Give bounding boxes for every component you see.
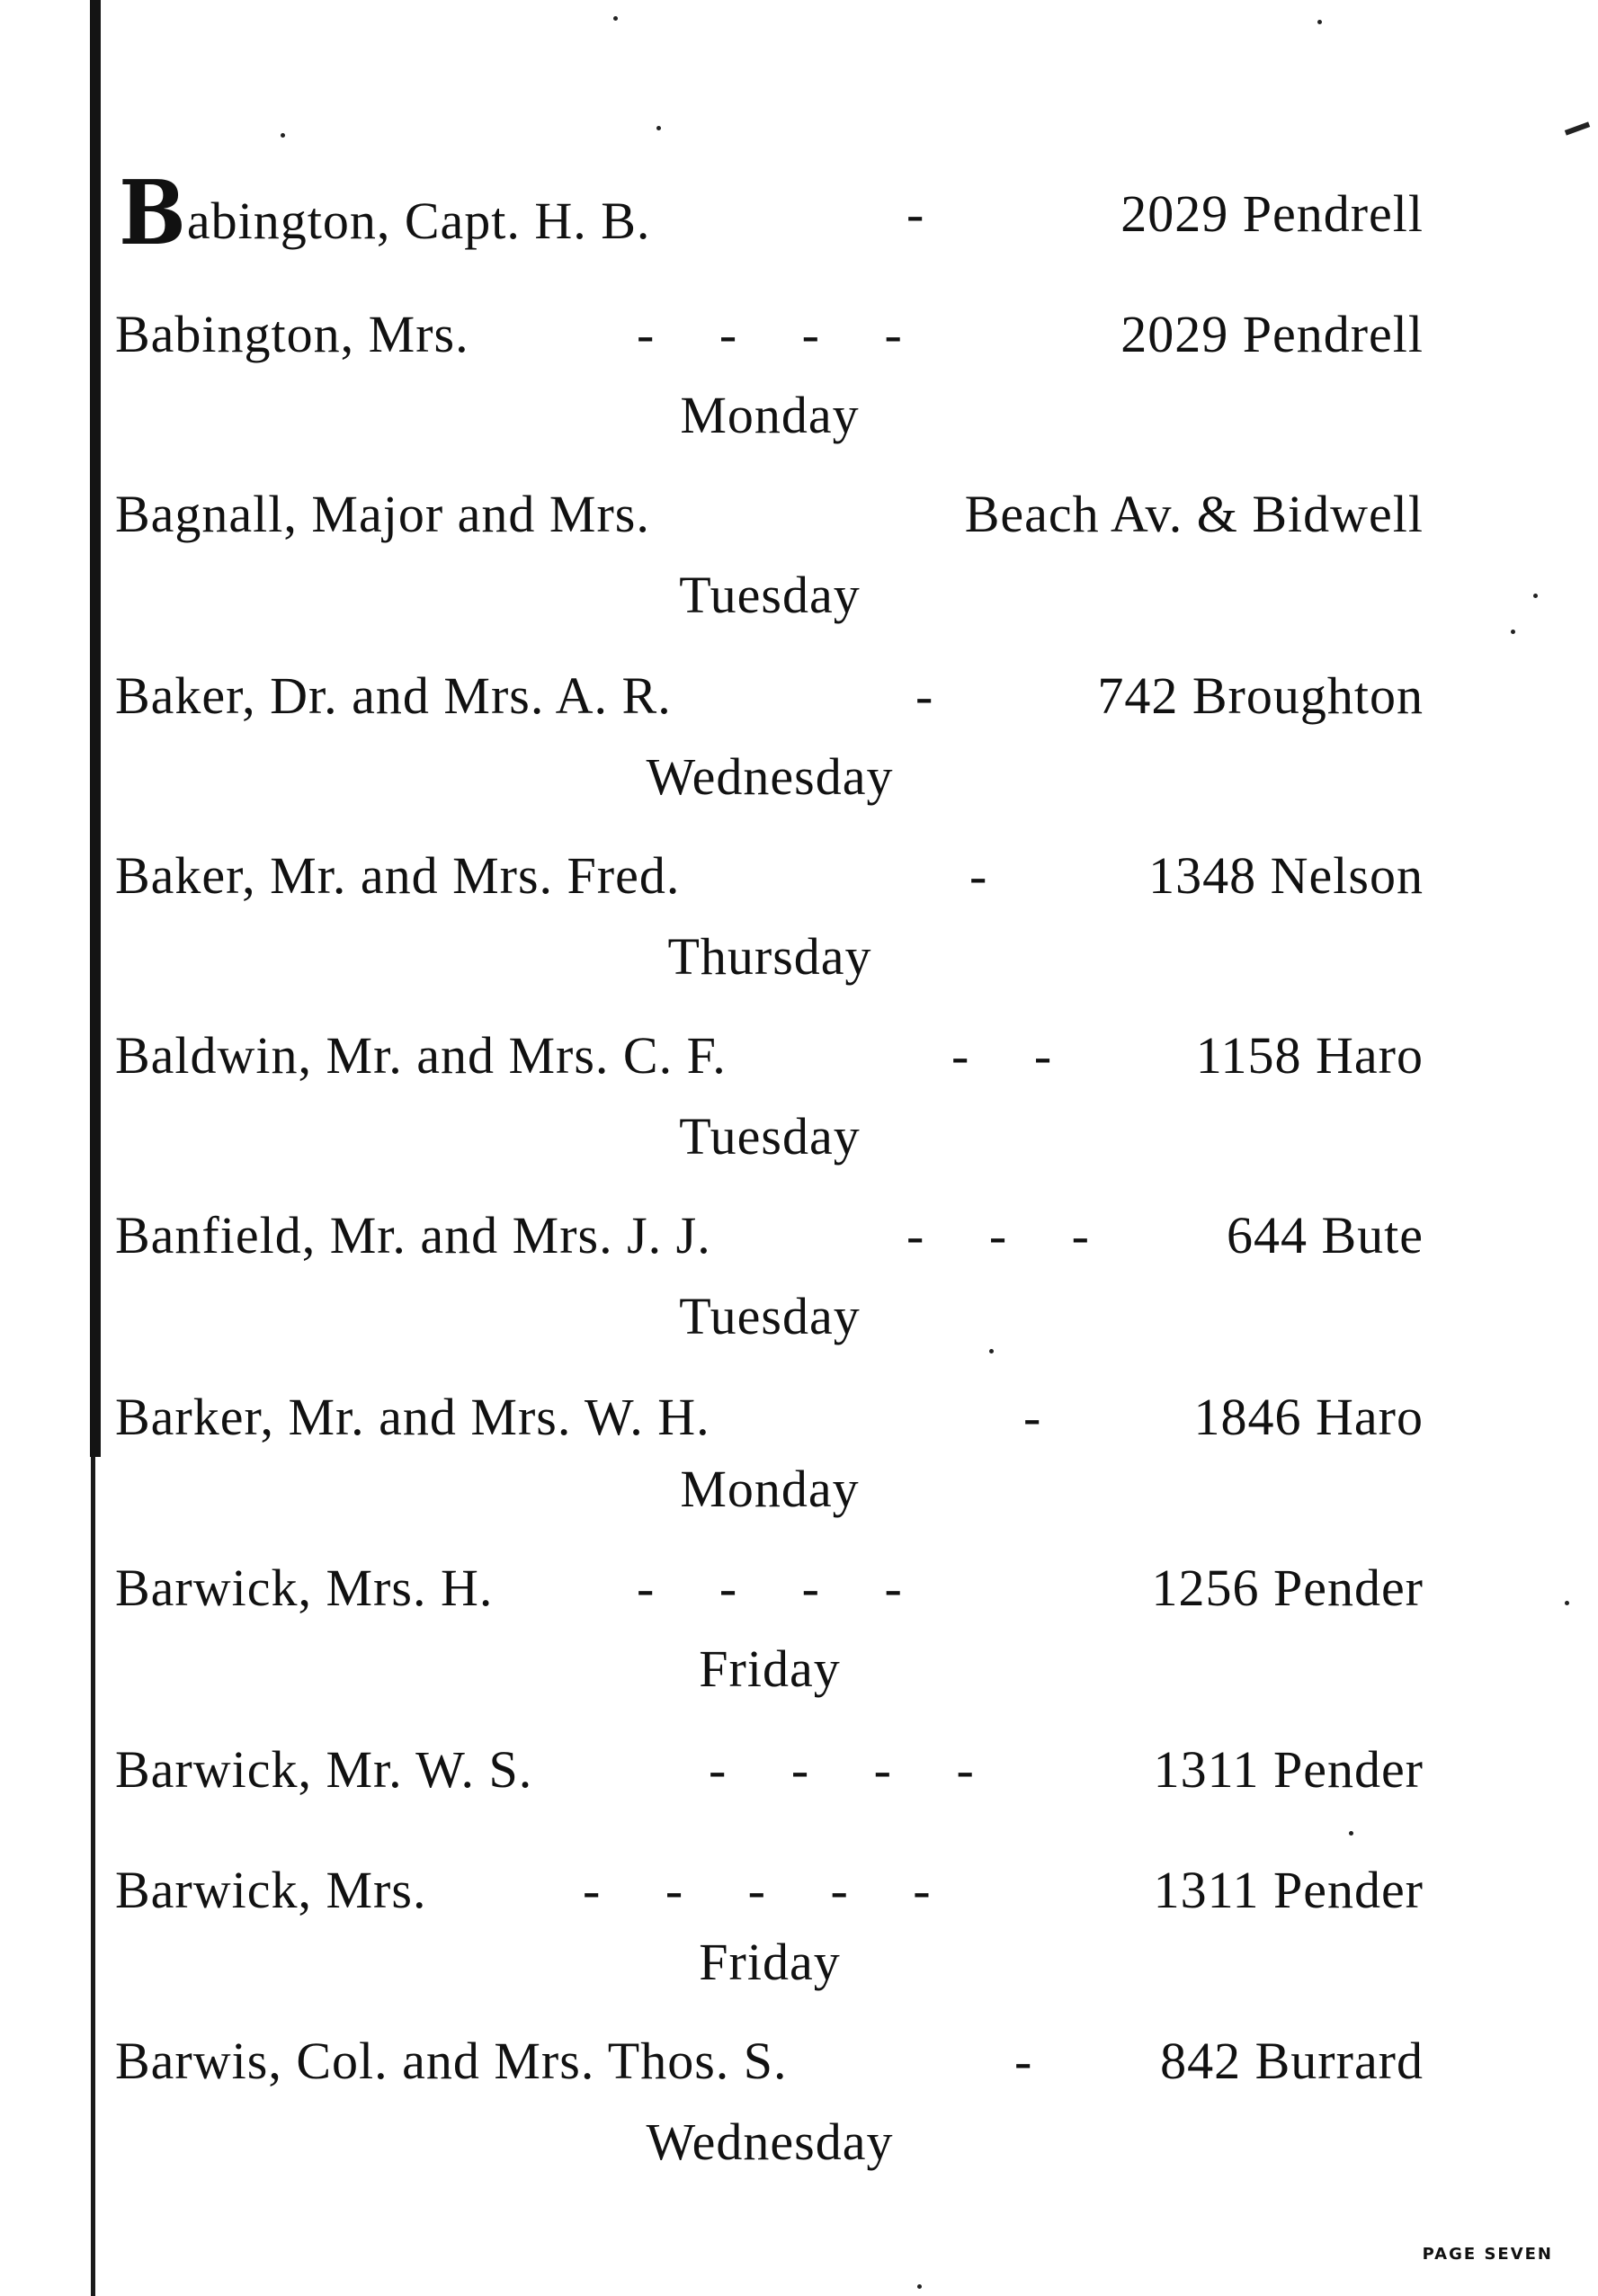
entry-name: Barker, Mr. and Mrs. W. H.: [115, 1388, 710, 1446]
entry-address: 2029 Pendrell: [1120, 305, 1424, 363]
entry-address: 1348 Nelson: [1148, 846, 1424, 905]
directory-entry: [115, 1385, 1424, 1450]
entry-leader-dashes: -: [906, 184, 924, 243]
dropcap-letter: B: [119, 162, 187, 265]
entry-name: Baker, Mr. and Mrs. Fred.: [115, 846, 681, 905]
entry-address: Beach Av. & Bidwell: [964, 485, 1424, 543]
entry-address: 842 Burrard: [1160, 2032, 1424, 2090]
scan-mark: [1565, 121, 1590, 135]
entry-name: Bagnall, Major and Mrs.: [115, 485, 650, 543]
entry-day: Friday: [699, 1933, 841, 1991]
entry-name: Barwick, Mr. W. S.: [115, 1740, 533, 1799]
entry-address: 1311 Pender: [1153, 1861, 1424, 1919]
directory-entry: [115, 1738, 1424, 1802]
entry-leader-dashes: - - -: [906, 1206, 1089, 1264]
entry-address: 644 Bute: [1226, 1206, 1424, 1264]
directory-entry: [115, 844, 1424, 908]
entry-name: Babington, Mrs.: [115, 305, 469, 363]
page-footer: PAGE SEVEN: [1422, 2245, 1553, 2264]
scan-speck: [989, 1349, 994, 1353]
entry-leader-dashes: - - - -: [637, 1559, 902, 1617]
directory-entry: [115, 1023, 1424, 1088]
entry-day: Monday: [680, 386, 860, 444]
entry-day: Wednesday: [646, 747, 894, 806]
entry-leader-dashes: -: [1014, 2032, 1032, 2090]
entry-name: Barwis, Col. and Mrs. Thos. S.: [115, 2032, 788, 2090]
scan-speck: [1317, 20, 1322, 24]
directory-entry: [115, 664, 1424, 728]
scan-speck: [1349, 1831, 1353, 1836]
entry-day: Monday: [680, 1460, 860, 1518]
directory-entry: [115, 302, 1424, 367]
entry-day: Wednesday: [646, 2113, 894, 2171]
entry-leader-dashes: -: [969, 846, 987, 905]
entry-day: Tuesday: [679, 1287, 861, 1345]
entry-name: Baldwin, Mr. and Mrs. C. F.: [115, 1026, 727, 1085]
scan-speck: [917, 2284, 922, 2289]
scan-speck: [613, 16, 618, 21]
scan-speck: [1533, 594, 1538, 598]
entry-day: Thursday: [667, 927, 872, 986]
entry-leader-dashes: - - - -: [637, 305, 902, 363]
entry-address: 742 Broughton: [1097, 666, 1424, 725]
directory-entry: [115, 482, 1424, 547]
entry-leader-dashes: - - - - -: [583, 1861, 931, 1919]
directory-entry: [115, 1858, 1424, 1923]
page-spine-rule-lower: [91, 1457, 95, 2296]
directory-entry: [115, 1556, 1424, 1621]
entry-address: 1158 Haro: [1195, 1026, 1424, 1085]
entry-name: Barwick, Mrs. H.: [115, 1559, 494, 1617]
entry-day: Tuesday: [679, 1107, 861, 1166]
entry-day: Friday: [699, 1639, 841, 1698]
entry-name-rest: abington, Capt. H. B.: [186, 192, 651, 250]
entry-name: [115, 162, 651, 265]
entry-name: Baker, Dr. and Mrs. A. R.: [115, 666, 672, 725]
directory-entry: [115, 162, 1424, 265]
entry-name: Barwick, Mrs.: [115, 1861, 427, 1919]
entry-address: 1846 Haro: [1193, 1388, 1424, 1446]
entry-leader-dashes: -: [1023, 1388, 1041, 1446]
scan-speck: [1565, 1601, 1569, 1605]
scan-speck: [656, 126, 661, 130]
directory-entry: [115, 1203, 1424, 1268]
entry-address: 1311 Pender: [1153, 1740, 1424, 1799]
entry-address: 1256 Pender: [1151, 1559, 1424, 1617]
entry-leader-dashes: - - - -: [709, 1740, 974, 1799]
scan-speck: [1511, 630, 1515, 634]
entry-name: Banfield, Mr. and Mrs. J. J.: [115, 1206, 711, 1264]
scan-speck: [281, 133, 285, 138]
page-spine-rule: [90, 0, 101, 1457]
entry-address: 2029 Pendrell: [1120, 184, 1424, 243]
directory-entry: [115, 2029, 1424, 2094]
entry-day: Tuesday: [679, 566, 861, 624]
entry-leader-dashes: - -: [951, 1026, 1052, 1085]
entry-leader-dashes: -: [915, 666, 933, 725]
